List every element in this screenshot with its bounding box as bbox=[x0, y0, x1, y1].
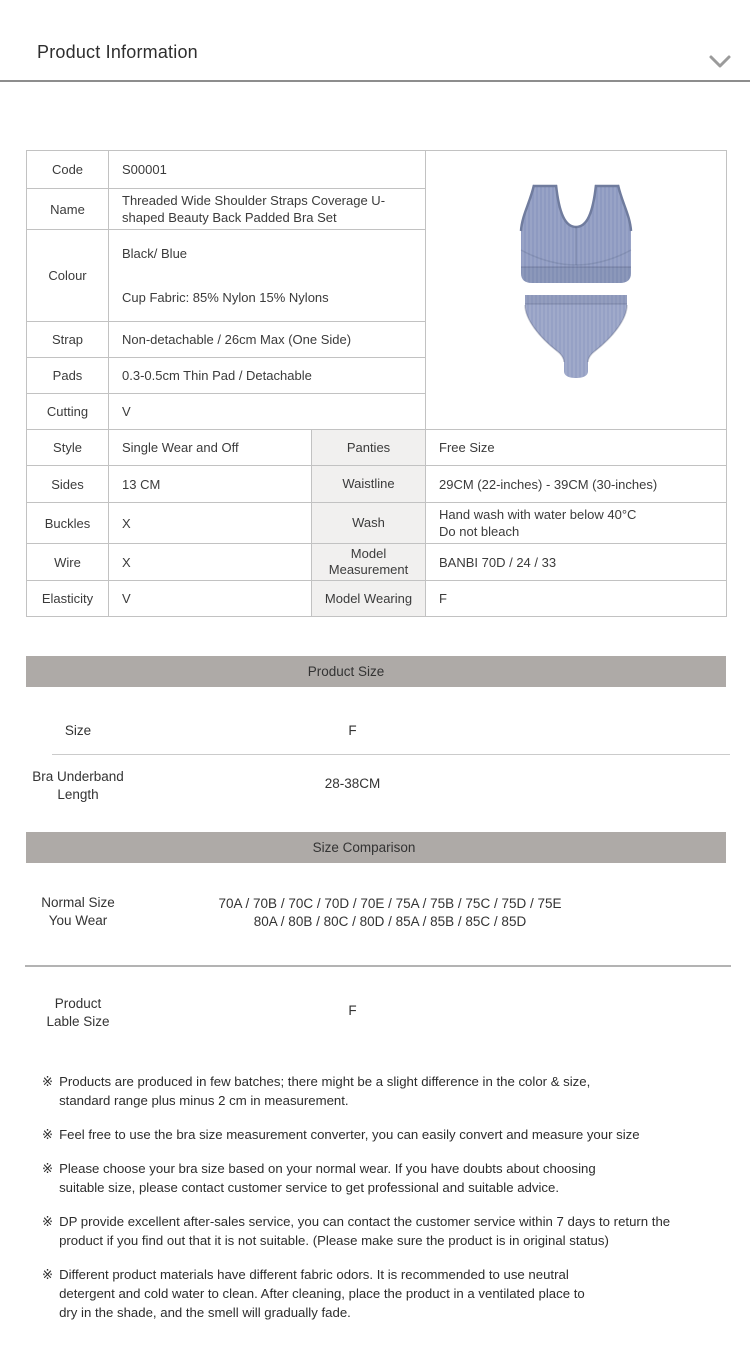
label-size-label: Product Lable Size bbox=[46, 996, 110, 1029]
list-item bbox=[42, 1212, 742, 1250]
spec-label: Name bbox=[27, 189, 109, 230]
size-value: F bbox=[348, 723, 357, 738]
spec-value: 13 CM bbox=[109, 466, 312, 503]
spec-label: Style bbox=[27, 430, 109, 466]
reference-mark-icon: ※ bbox=[42, 1267, 54, 1282]
spec-label: Wash bbox=[312, 503, 426, 544]
spec-value: X bbox=[109, 503, 312, 544]
reference-mark-icon: ※ bbox=[42, 1127, 54, 1142]
row-divider bbox=[52, 754, 730, 755]
chevron-down-icon bbox=[708, 58, 732, 73]
spec-label: Elasticity bbox=[27, 581, 109, 617]
header-divider bbox=[0, 80, 750, 82]
spec-label: Buckles bbox=[27, 503, 109, 544]
product-spec-table bbox=[26, 150, 727, 617]
note-text: Products are produced in few batches; there might be a slight difference in the color & size, standard range plus minus 2 cm in measurement. bbox=[59, 1074, 591, 1108]
table-row bbox=[27, 503, 727, 544]
spec-label: Wire bbox=[27, 544, 109, 581]
spec-label: Panties bbox=[312, 430, 426, 466]
spec-label: Pads bbox=[27, 358, 109, 394]
reference-mark-icon: ※ bbox=[42, 1074, 54, 1089]
spec-value: V bbox=[109, 394, 426, 430]
list-item bbox=[42, 1125, 742, 1144]
spec-value: Hand wash with water below 40°C Do not bleach bbox=[426, 503, 727, 544]
note-text: Please choose your bra size based on your normal wear. If you have doubts about choosing suitable size, please contact customer service to get professional and suitable advice. bbox=[59, 1161, 596, 1195]
section-divider bbox=[25, 965, 731, 967]
list-item bbox=[42, 1072, 742, 1110]
table-row bbox=[27, 544, 727, 581]
spec-value: Single Wear and Off bbox=[109, 430, 312, 466]
reference-mark-icon: ※ bbox=[42, 1214, 54, 1229]
list-item bbox=[42, 1265, 742, 1322]
page-title: Product Information bbox=[37, 42, 198, 62]
note-text: DP provide excellent after-sales service, you can contact the customer service within 7 days to return the product if you find out that it is not suitable. (Please make sure the product is in original status) bbox=[59, 1214, 671, 1248]
table-row bbox=[27, 581, 727, 617]
spec-label: Waistline bbox=[312, 466, 426, 503]
normal-size-value: 70A / 70B / 70C / 70D / 70E / 75A / 75B / 75C / 75D / 75E 80A / 80B / 80C / 80D / 85A / 85B / 85C / 85D bbox=[218, 896, 562, 929]
underband-value: 28-38CM bbox=[324, 776, 381, 791]
spec-label: Colour bbox=[27, 230, 109, 322]
table-row bbox=[27, 430, 727, 466]
spec-value: S00001 bbox=[109, 151, 426, 189]
spec-value: Non-detachable / 26cm Max (One Side) bbox=[109, 322, 426, 358]
spec-value: Black/ Blue Cup Fabric: 85% Nylon 15% Nylons bbox=[109, 230, 426, 322]
size-comparison-header bbox=[26, 832, 726, 863]
label-size-value: F bbox=[348, 1003, 357, 1018]
note-text: Different product materials have different fabric odors. It is recommended to use neutral detergent and cold water to clean. After cleaning, place the product in a ventilated place to dry in the shade, and the smell will gradually fade. bbox=[59, 1267, 585, 1320]
spec-value: Free Size bbox=[426, 430, 727, 466]
collapse-section-button[interactable] bbox=[706, 53, 734, 73]
spec-label: Strap bbox=[27, 322, 109, 358]
spec-label: Model Wearing bbox=[312, 581, 426, 617]
underband-label: Bra Underband Length bbox=[32, 769, 124, 802]
spec-value: X bbox=[109, 544, 312, 581]
section-title: Product Size bbox=[307, 664, 385, 679]
product-image bbox=[426, 151, 727, 430]
table-row bbox=[27, 151, 727, 189]
reference-mark-icon: ※ bbox=[42, 1161, 54, 1176]
spec-value: Threaded Wide Shoulder Straps Coverage U-shaped Beauty Back Padded Bra Set bbox=[109, 189, 426, 230]
notes-list bbox=[42, 1072, 742, 1337]
spec-value: F bbox=[426, 581, 727, 617]
note-text: Feel free to use the bra size measurement converter, you can easily convert and measure your size bbox=[59, 1127, 640, 1142]
bra-shape bbox=[521, 185, 631, 283]
spec-label: Code bbox=[27, 151, 109, 189]
panty-shape bbox=[525, 295, 627, 378]
table-row bbox=[27, 466, 727, 503]
size-label: Size bbox=[64, 723, 92, 738]
normal-size-label: Normal Size You Wear bbox=[41, 895, 115, 928]
spec-value: V bbox=[109, 581, 312, 617]
spec-label: Sides bbox=[27, 466, 109, 503]
section-title: Size Comparison bbox=[312, 840, 416, 855]
spec-value: 29CM (22-inches) - 39CM (30-inches) bbox=[426, 466, 727, 503]
spec-value: BANBI 70D / 24 / 33 bbox=[426, 544, 727, 581]
spec-value: 0.3-0.5cm Thin Pad / Detachable bbox=[109, 358, 426, 394]
list-item bbox=[42, 1159, 742, 1197]
spec-label: Model Measurement bbox=[312, 544, 426, 581]
product-size-header bbox=[26, 656, 726, 687]
spec-label: Cutting bbox=[27, 394, 109, 430]
